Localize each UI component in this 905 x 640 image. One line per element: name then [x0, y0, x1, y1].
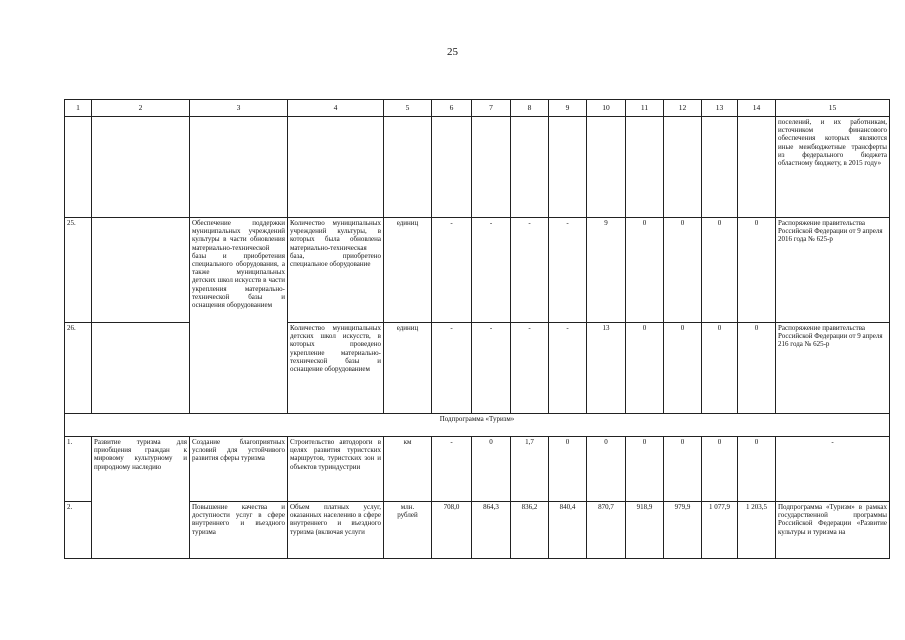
value-cell: - [549, 323, 587, 414]
section-row [65, 414, 890, 437]
value-cell: - [432, 323, 472, 414]
table-row [65, 437, 890, 502]
row-number: 2. [65, 502, 92, 559]
value-cell: - [432, 218, 472, 323]
section-title: Подпрограмма «Туризм» [65, 414, 890, 437]
value-cell: 0 [626, 323, 664, 414]
value-cell: 0 [626, 218, 664, 323]
value-cell: 9 [587, 218, 626, 323]
table-row [65, 117, 890, 218]
value-cell: - [511, 218, 549, 323]
value-cell: 13 [587, 323, 626, 414]
value-cell: 0 [702, 437, 738, 502]
value-cell: 0 [738, 323, 776, 414]
header-row [65, 100, 890, 117]
basis-cell: Распоряжение правительства Российской Федерации от 9 апреля 2016 года № 625-р [776, 218, 890, 323]
value-cell: - [472, 218, 511, 323]
value-cell: 840,4 [549, 502, 587, 559]
basis-cell: - [776, 437, 890, 502]
header-cell: 6 [432, 100, 472, 117]
value-cell: - [472, 323, 511, 414]
header-cell: 11 [626, 100, 664, 117]
unit-cell: км [384, 437, 432, 502]
indicators-table [64, 99, 890, 559]
value-cell: 1,7 [511, 437, 549, 502]
header-cell: 10 [587, 100, 626, 117]
header-cell: 5 [384, 100, 432, 117]
unit-cell: единиц [384, 218, 432, 323]
header-cell: 1 [65, 100, 92, 117]
value-cell: 0 [549, 437, 587, 502]
header-cell: 3 [190, 100, 288, 117]
header-cell: 2 [92, 100, 190, 117]
header-cell: 13 [702, 100, 738, 117]
header-cell: 4 [288, 100, 384, 117]
value-cell: 0 [738, 437, 776, 502]
unit-cell: единиц [384, 323, 432, 414]
basis-cell: Распоряжение правительства Российской Федерации от 9 апреля 216 года № 625-р [776, 323, 890, 414]
header-cell: 12 [664, 100, 702, 117]
table-row [65, 218, 890, 323]
unit-cell: млн. рублей [384, 502, 432, 559]
value-cell: 870,7 [587, 502, 626, 559]
event-cell: Создание благоприятных условий для устойчивого развития сферы туризма [190, 437, 288, 502]
indicator-cell: Строительство автодороги в целях развития туристских маршрутов, туристских зон и объектов туриндустрии [288, 437, 384, 502]
header-cell: 14 [738, 100, 776, 117]
row-number: 26. [65, 323, 92, 414]
header-cell: 9 [549, 100, 587, 117]
value-cell: 0 [664, 437, 702, 502]
value-cell: 708,0 [432, 502, 472, 559]
basis-cell: поселений, и их работникам, источником финансового обеспечения которых являются иные межбюджетные трансферты из федерального бюджета областному бюджету, в 2015 году» [776, 117, 890, 218]
value-cell: 1 077,9 [702, 502, 738, 559]
value-cell: - [432, 437, 472, 502]
value-cell: 0 [738, 218, 776, 323]
basis-cell: Подпрограмма «Туризм» в рамках государственной программы Российской Федерации «Развитие культуры и туризма на [776, 502, 890, 559]
value-cell: - [511, 323, 549, 414]
indicator-cell: Количество муниципальных учреждений культуры, в которых была обновлена материально-техническая база, приобретено специальное оборудование [288, 218, 384, 323]
value-cell: 0 [626, 437, 664, 502]
indicator-cell: Объем платных услуг, оказанных населению в сфере внутреннего и въездного туризма (включая услуги [288, 502, 384, 559]
value-cell: 918,9 [626, 502, 664, 559]
value-cell: 0 [472, 437, 511, 502]
value-cell: 0 [702, 218, 738, 323]
table-row [65, 323, 890, 414]
value-cell: 0 [664, 218, 702, 323]
indicator-cell: Количество муниципальных детских школ искусств, в которых проведено укрепление материально-технической базы и оснащение оборудованием [288, 323, 384, 414]
value-cell: 0 [664, 323, 702, 414]
row-number: 25. [65, 218, 92, 323]
header-cell: 15 [776, 100, 890, 117]
header-cell: 8 [511, 100, 549, 117]
value-cell: 836,2 [511, 502, 549, 559]
value-cell: 979,9 [664, 502, 702, 559]
value-cell: 0 [587, 437, 626, 502]
page-number: 25 [447, 46, 458, 58]
value-cell: 0 [702, 323, 738, 414]
value-cell: 864,3 [472, 502, 511, 559]
row-number: 1. [65, 437, 92, 502]
goal-cell: Развитие туризма для приобщения граждан к мировому культурному и природному наследию [92, 437, 190, 559]
value-cell: 1 203,5 [738, 502, 776, 559]
header-cell: 7 [472, 100, 511, 117]
event-cell: Обеспечение поддержки муниципальных учреждений культуры в части обновления материально-технической базы и приобретения специального оборудования, а также муниципальных детских школ искусств в части укрепления материально-технической базы и оснащения оборудованием [190, 218, 288, 414]
value-cell: - [549, 218, 587, 323]
event-cell: Повышение качества и доступности услуг в сфере внутреннего и въездного туризма [190, 502, 288, 559]
